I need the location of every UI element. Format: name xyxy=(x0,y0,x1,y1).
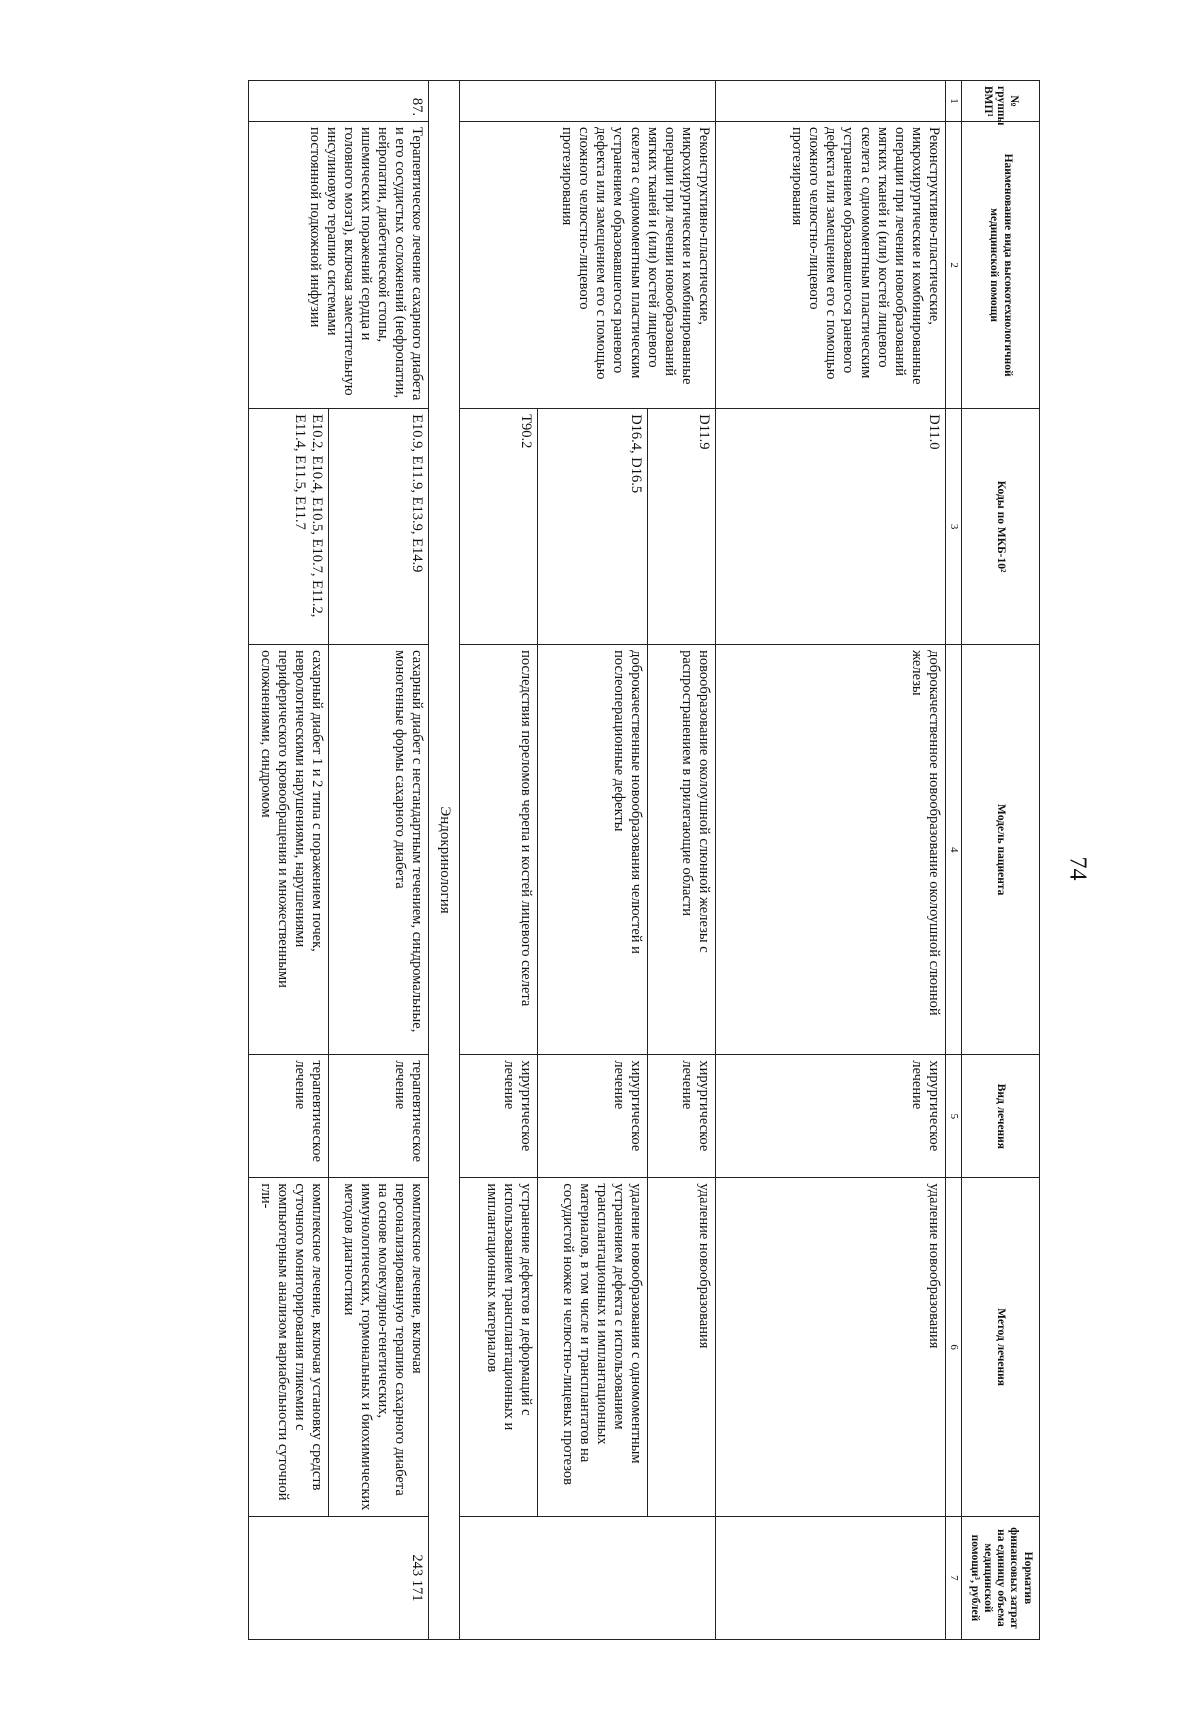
treatment-type-cell: хирургическое лечение xyxy=(460,1055,538,1178)
header-treatment-method: Метод лечения xyxy=(962,1178,1040,1516)
treatment-method-cell: комплексное лечение, включая установку средств суточного мониторирования гликемии с компьютерным анализом вариабельности суточной гли- xyxy=(249,1178,329,1516)
icd-codes-cell: E10.2, E10.4, E10.5, E10.7, E11.2, E11.4, E11.5, E11.7 xyxy=(249,409,329,645)
column-number: 5 xyxy=(946,1055,962,1178)
treatment-method-cell: комплексное лечение, включая персонализированную терапию сахарного диабета на основе молекулярно-генетических, иммунологических, гормональных и биохимических методов диагностики xyxy=(329,1178,429,1516)
icd-codes-cell: E10.9, E11.9, E13.9, E14.9 xyxy=(329,409,429,645)
patient-model-cell: сахарный диабет с нестандартным течением, синдромальные, моногенные формы сахарного диабета xyxy=(329,645,429,1055)
page-number: 74 xyxy=(1064,856,1091,881)
cost-cell xyxy=(460,1516,716,1639)
header-vmp-name: Наименование вида высокотехнологичной медицинской помощи xyxy=(962,122,1040,409)
header-group-number: № группы ВМП¹ xyxy=(962,81,1040,122)
group-number-cell xyxy=(716,81,946,122)
patient-model-cell: сахарный диабет 1 и 2 типа с поражением почек, неврологическими нарушениями, нарушениями периферического кровообращения и множественными осложнениями, синдромом xyxy=(249,645,329,1055)
treatment-type-cell: терапевтическое лечение xyxy=(329,1055,429,1178)
header-row xyxy=(962,81,1040,1640)
column-number: 4 xyxy=(946,645,962,1055)
table-row xyxy=(329,81,429,1640)
patient-model-cell: новообразование околоушной слюнной железы с распространением в прилегающие области xyxy=(648,645,716,1055)
treatment-method-cell: удаление новообразования xyxy=(716,1178,946,1516)
rotated-table-sheet xyxy=(90,80,1040,1640)
icd-codes-cell: T90.2 xyxy=(460,409,538,645)
column-number-row xyxy=(946,81,962,1640)
icd-codes-cell: D11.9 xyxy=(648,409,716,645)
table-row xyxy=(716,81,946,1640)
treatment-method-cell: удаление новообразования с одномоментным устранением дефекта с использованием трансплантационных и имплантационных материалов, в том числе и трансплантатов на сосудистой ножке и челюстно-лицевых протезов xyxy=(538,1178,648,1516)
column-number: 1 xyxy=(946,81,962,122)
header-icd-codes: Коды по МКБ-10² xyxy=(962,409,1040,645)
treatment-type-cell: хирургическое лечение xyxy=(538,1055,648,1178)
header-treatment-type: Вид лечения xyxy=(962,1055,1040,1178)
patient-model-cell: последствия переломов черепа и костей лицевого скелета xyxy=(460,645,538,1055)
treatment-method-cell: устранение дефектов и деформаций с использованием трансплантационных и имплантационных материалов xyxy=(460,1178,538,1516)
vmp-name-cell: Реконструктивно-пластические, микрохирургические и комбинированные операции при лечении новообразований мягких тканей и (или) костей лицевого скелета с одномоментным пластическим устранением образовавшегося раневого дефекта или замещением его с помощью сложного челюстно-лицевого протезирования xyxy=(460,122,716,409)
icd-codes-cell: D16.4, D16.5 xyxy=(538,409,648,645)
group-number-cell: 87. xyxy=(249,81,429,122)
icd-codes-cell: D11.0 xyxy=(716,409,946,645)
treatment-method-cell: удаление новообразования xyxy=(648,1178,716,1516)
header-cost-norm: Норматив финансовых затрат на единицу объема медицинской помощи³, рублей xyxy=(962,1516,1040,1639)
vmp-table xyxy=(248,80,1040,1640)
treatment-type-cell: хирургическое лечение xyxy=(648,1055,716,1178)
column-number: 6 xyxy=(946,1178,962,1516)
patient-model-cell: доброкачественное новообразование околоушной слюнной железы xyxy=(716,645,946,1055)
patient-model-cell: доброкачественные новообразования челюстей и послеоперационные дефекты xyxy=(538,645,648,1055)
group-number-cell xyxy=(460,81,716,122)
table-row xyxy=(648,81,716,1640)
vmp-name-cell: Терапевтическое лечение сахарного диабета и его сосудистых осложнений (нефропатии, нейропатии, диабетической стопы, ишемических поражений сердца и головного мозга), включая заместительную инсулиновую терапию системами постоянной подкожной инфузии xyxy=(249,122,429,409)
section-title: Эндокринология xyxy=(429,81,460,1640)
treatment-type-cell: терапевтическое лечение xyxy=(249,1055,329,1178)
vmp-name-cell: Реконструктивно-пластические, микрохирургические и комбинированные операции при лечении новообразований мягких тканей и (или) костей лицевого скелета с одномоментным пластическим устранением образовавшегося раневого дефекта или замещением его с помощью сложного челюстно-лицевого протезирования xyxy=(716,122,946,409)
cost-cell: 243 171 xyxy=(249,1516,429,1639)
header-patient-model: Модель пациента xyxy=(962,645,1040,1055)
treatment-type-cell: хирургическое лечение xyxy=(716,1055,946,1178)
column-number: 7 xyxy=(946,1516,962,1639)
column-number: 3 xyxy=(946,409,962,645)
section-row xyxy=(429,81,460,1640)
column-number: 2 xyxy=(946,122,962,409)
cost-cell xyxy=(716,1516,946,1639)
